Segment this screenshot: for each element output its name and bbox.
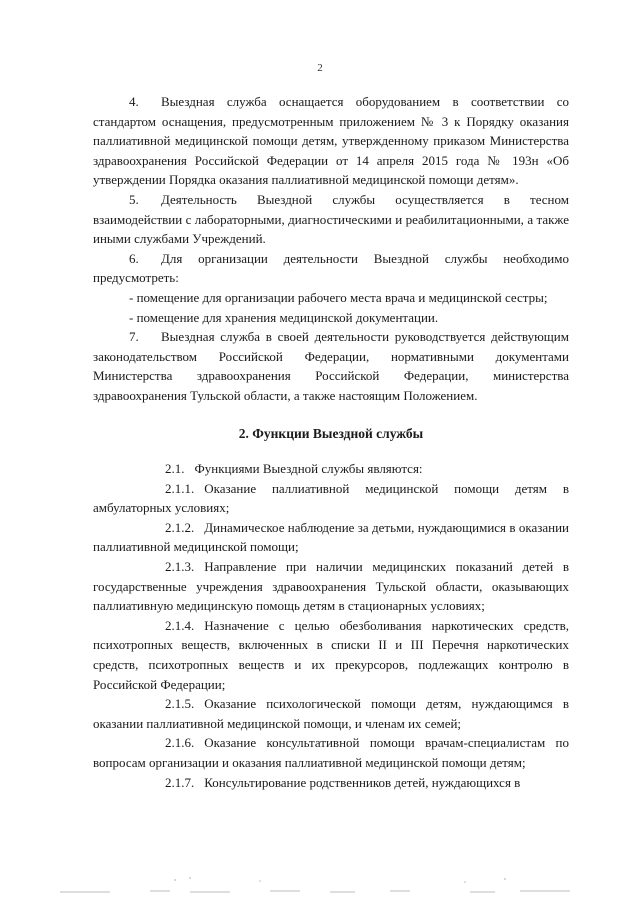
paragraph-text: Выездная служба оснащается оборудованием в соответствии со стандартом оснащения, предусмотренным приложением № 3 к Порядку оказания паллиативной медицинской помощи детям, утвержденному приказом Министерства здравоохранения Российской Федерации от 14 апреля 2015 года № 193н «Об утверждении Порядка оказания паллиативной медицинской помощи детям».: [93, 94, 569, 188]
list-item: - помещение для организации рабочего места врача и медицинской сестры;: [129, 289, 548, 305]
paragraph-text: Функциями Выездной службы являются:: [194, 461, 423, 477]
subitem-text: Оказание консультативной помощи врачам-специалистам по вопросам организации и оказания паллиативной медицинской помощи детям;: [93, 735, 569, 770]
subitem-number: 2.1.2.: [165, 519, 195, 535]
subitem-2-1-4: [93, 616, 569, 694]
paragraph-text: Выездная служба в своей деятельности руководствуется действующим законодательством Российской Федерации, нормативными документами Министерства здравоохранения Российской Федерации, министерства здравоохранения Тульской области, а также настоящим Положением.: [93, 329, 569, 403]
subitem-number: 2.1.4.: [165, 617, 195, 633]
subitem-2-1-5: [93, 694, 569, 733]
section-heading: 2. Функции Выездной службы: [238, 425, 424, 441]
paragraph-text: Для организации деятельности Выездной службы необходимо предусмотреть:: [93, 250, 569, 286]
paragraph-number: 2.1.: [165, 461, 185, 477]
subitem-2-1-7: [93, 773, 569, 793]
scan-noise-artifacts: [0, 870, 640, 900]
page-number: 2: [317, 62, 323, 74]
subitem-number: 2.1.6.: [165, 735, 195, 751]
subitem-text: Динамическое наблюдение за детьми, нуждающимися в оказании паллиативной медицинской помощи;: [93, 519, 569, 555]
subitem-text: Оказание паллиативной медицинской помощи детям в амбулаторных условиях;: [93, 480, 569, 516]
paragraph-number: 5.: [129, 191, 139, 207]
subitem-2-1-2: [93, 518, 569, 557]
paragraph-number: 6.: [129, 250, 139, 266]
subitem-2-1-1: [93, 479, 569, 518]
document-body: [93, 92, 569, 792]
list-item: - помещение для хранения медицинской документации.: [129, 309, 439, 325]
subitem-text: Назначение с целью обезболивания наркотических средств, психотропных веществ, включенных в списки II и III Перечня наркотических средств, психотропных веществ и их прекурсоров, подлежащих контролю в Российской Федерации;: [93, 617, 569, 692]
paragraph-5: [93, 190, 569, 249]
subitem-text: Консультирование родственников детей, нуждающихся в: [204, 774, 521, 790]
paragraph-4: [93, 92, 569, 190]
subitem-number: 2.1.1.: [165, 480, 195, 496]
subitem-number: 2.1.5.: [165, 696, 195, 712]
subitem-text: Оказание психологической помощи детям, нуждающимся в оказании паллиативной медицинской помощи, и членам их семей;: [93, 696, 569, 731]
paragraph-number: 4.: [129, 94, 139, 109]
subitem-2-1-6: [93, 733, 569, 772]
paragraph-text: Деятельность Выездной службы осуществляется в тесном взаимодействии с лабораторными, диагностическими и реабилитационными, а также иными службами Учреждений.: [93, 191, 569, 247]
section-intro: [93, 459, 569, 479]
paragraph-7: [93, 327, 569, 405]
subitem-number: 2.1.7.: [165, 774, 195, 790]
subitem-number: 2.1.3.: [165, 559, 195, 575]
subitem-text: Направление при наличии медицинских показаний детей в государственные учреждения здравоохранения Тульской области, оказывающих паллиативную медицинскую помощь детям в стационарных условиях;: [93, 559, 569, 614]
paragraph-6: [93, 249, 569, 288]
paragraph-number: 7.: [129, 329, 139, 345]
subitem-2-1-3: [93, 557, 569, 616]
